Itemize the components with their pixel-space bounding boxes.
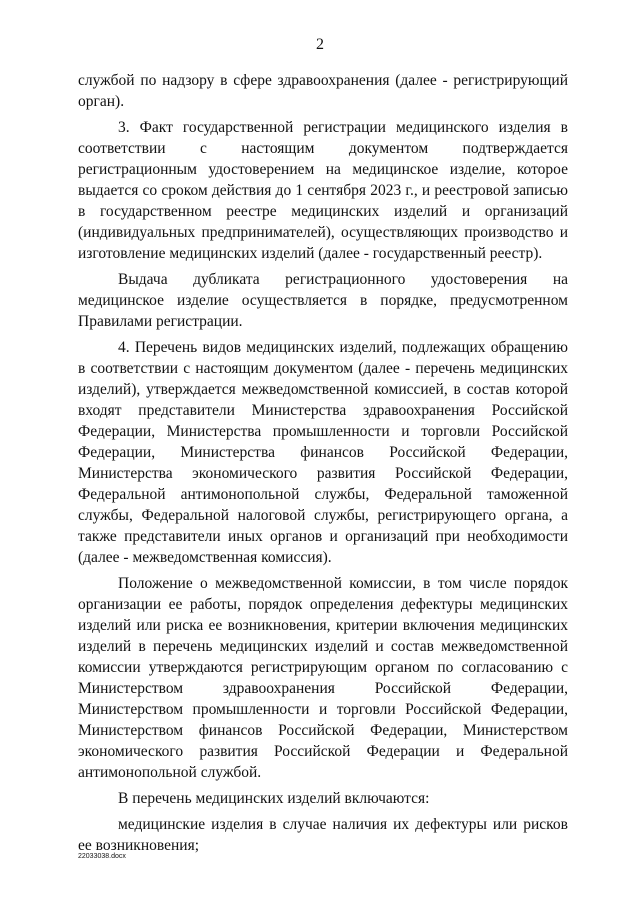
paragraph-duplicate: Выдача дубликата регистрационного удостоверения на медицинское изделие осуществляется в порядке, предусмотренном Правилами регистрации.: [78, 271, 568, 330]
paragraph-item-3: 3. Факт государственной регистрации медицинского изделия в соответствии с настоящим документом подтверждается регистрационным удостоверением на медицинское изделие, которое выдается со сроком действия до 1 сентября 2023 г., и реестровой записью в государственном реестре медицинских изделий и организаций (индивидуальных предпринимателей), осуществляющих производство и изготовление медицинских изделий (далее - государственный реестр).: [78, 119, 568, 262]
paragraph-continuation: службой по надзору в сфере здравоохранения (далее - регистрирующий орган).: [78, 72, 568, 110]
page-number: 2: [316, 36, 324, 53]
paragraph-list-intro: В перечень медицинских изделий включаются:: [118, 790, 430, 807]
paragraph-commission: Положение о межведомственной комиссии, в том числе порядок организации ее работы, порядок определения дефектуры медицинских изделий или риска ее возникновения, критерии включения медицинских изделий в перечень медицинских изделий и состав межведомственной комиссии утверждаются регистрирующим органом по согласованию с Министерством здравоохранения Российской Федерации, Министерством промышленности и торговли Российской Федерации, Министерством финансов Российской Федерации, Министерством экономического развития Российской Федерации и Федеральной антимонопольной службой.: [78, 575, 568, 781]
paragraph-item-4: 4. Перечень видов медицинских изделий, подлежащих обращению в соответствии с настоящим документом (далее - перечень медицинских изделий), утверждается межведомственной комиссией, в состав которой входят представители Министерства здравоохранения Российской Федерации, Министерства промышленности и торговли Российской Федерации, Министерства финансов Российской Федерации, Министерства экономического развития Российской Федерации, Федеральной антимонопольной службы, Федеральной таможенной службы, Федеральной налоговой службы, регистрирующего органа, а также представители иных органов и организаций при необходимости (далее - межведомственная комиссия).: [78, 339, 568, 566]
paragraph-list-item: медицинские изделия в случае наличия их дефектуры или рисков ее возникновения;: [78, 816, 568, 854]
document-body: [78, 70, 568, 861]
footer-filename: 22033038.docx: [78, 853, 126, 860]
